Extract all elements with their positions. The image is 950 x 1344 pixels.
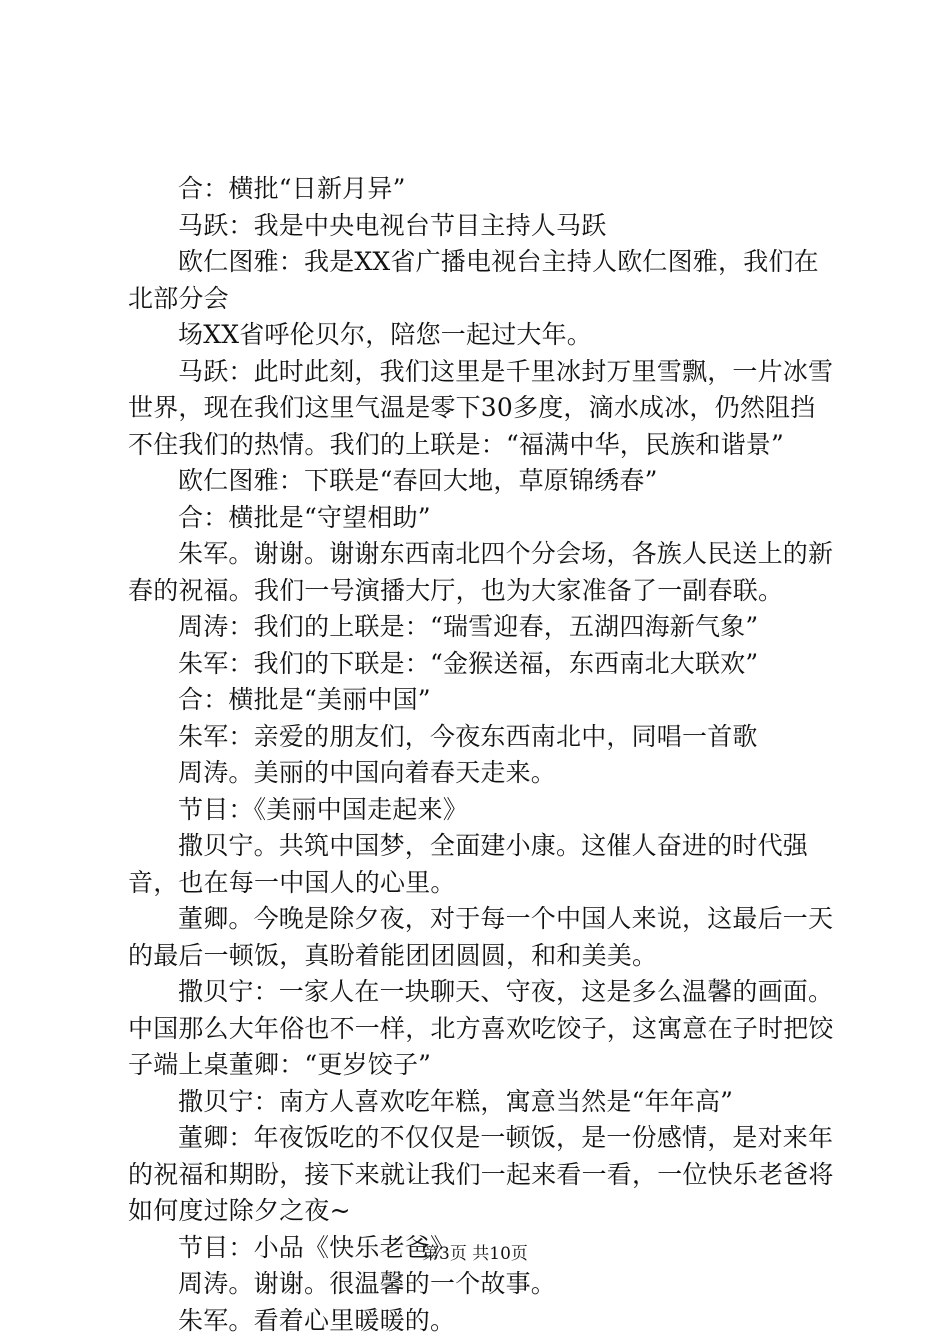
paragraph: 合：横批是“守望相助” <box>178 502 431 532</box>
paragraph: 欧仁图雅：我是XX省广播电视台主持人欧仁图雅，我们在北部分会 <box>128 247 819 313</box>
paragraph: 朱军：亲爱的朋友们，今夜东西南北中，同唱一首歌 <box>178 721 758 751</box>
paragraph: 董卿：年夜饭吃的不仅仅是一顿饭，是一份感情，是对来年的祝福和期盼，接下来就让我们一起来看一看，一位快乐老爸将如何度过除夕之夜~ <box>128 1123 834 1225</box>
paragraph: 朱军。看着心里暖暖的。 <box>178 1305 456 1335</box>
paragraph: 合：横批是“美丽中国” <box>178 685 431 714</box>
paragraph: 周涛。美丽的中国向着春天走来。 <box>178 758 557 787</box>
page-footer: 第3页 共10页 <box>422 1244 528 1264</box>
paragraph: 朱军：我们的下联是：“金猴送福，东西南北大联欢” <box>178 648 759 678</box>
paragraph: 周涛。谢谢。很温馨的一个故事。 <box>178 1269 557 1298</box>
paragraph: 节目：小品《快乐老爸》 <box>178 1232 456 1262</box>
paragraph: 合：横批“日新月异” <box>178 174 406 203</box>
paragraph: 撒贝宁。共筑中国梦，全面建小康。这催人奋进的时代强音，也在每一中国人的心里。 <box>128 831 809 897</box>
paragraph: 马跃：我是中央电视台节目主持人马跃 <box>178 210 607 240</box>
paragraph: 撒贝宁：南方人喜欢吃年糕，寓意当然是“年年高” <box>178 1086 734 1116</box>
paragraph: 周涛：我们的上联是：“瑞雪迎春，五湖四海新气象” <box>178 612 759 641</box>
paragraph: 节目：《美丽中国走起来》 <box>178 794 468 824</box>
paragraph: 马跃：此时此刻，我们这里是千里冰封万里雪飘，一片冰雪世界，现在我们这里气温是零下30多度，滴水成冰，仍然阻挡不住我们的热情。我们的上联是：“福满中华，民族和谐景” <box>128 356 834 459</box>
paragraph: 撒贝宁：一家人在一块聊天、守夜，这是多么温馨的画面。中国那么大年俗也不一样，北方喜欢吃饺子，这寓意在子时把饺子端上桌董卿：“更岁饺子” <box>128 977 834 1079</box>
document-body <box>128 171 838 1339</box>
paragraph: 欧仁图雅：下联是“春回大地，草原锦绣春” <box>178 466 658 495</box>
paragraph: 董卿。今晚是除夕夜，对于每一个中国人来说，这最后一天的最后一顿饭，真盼着能团团圆圆，和和美美。 <box>128 904 834 970</box>
paragraph: 场XX省呼伦贝尔，陪您一起过大年。 <box>178 320 592 349</box>
paragraph: 朱军。谢谢。谢谢东西南北四个分会场，各族人民送上的新春的祝福。我们一号演播大厅，也为大家准备了一副春联。 <box>128 539 834 605</box>
